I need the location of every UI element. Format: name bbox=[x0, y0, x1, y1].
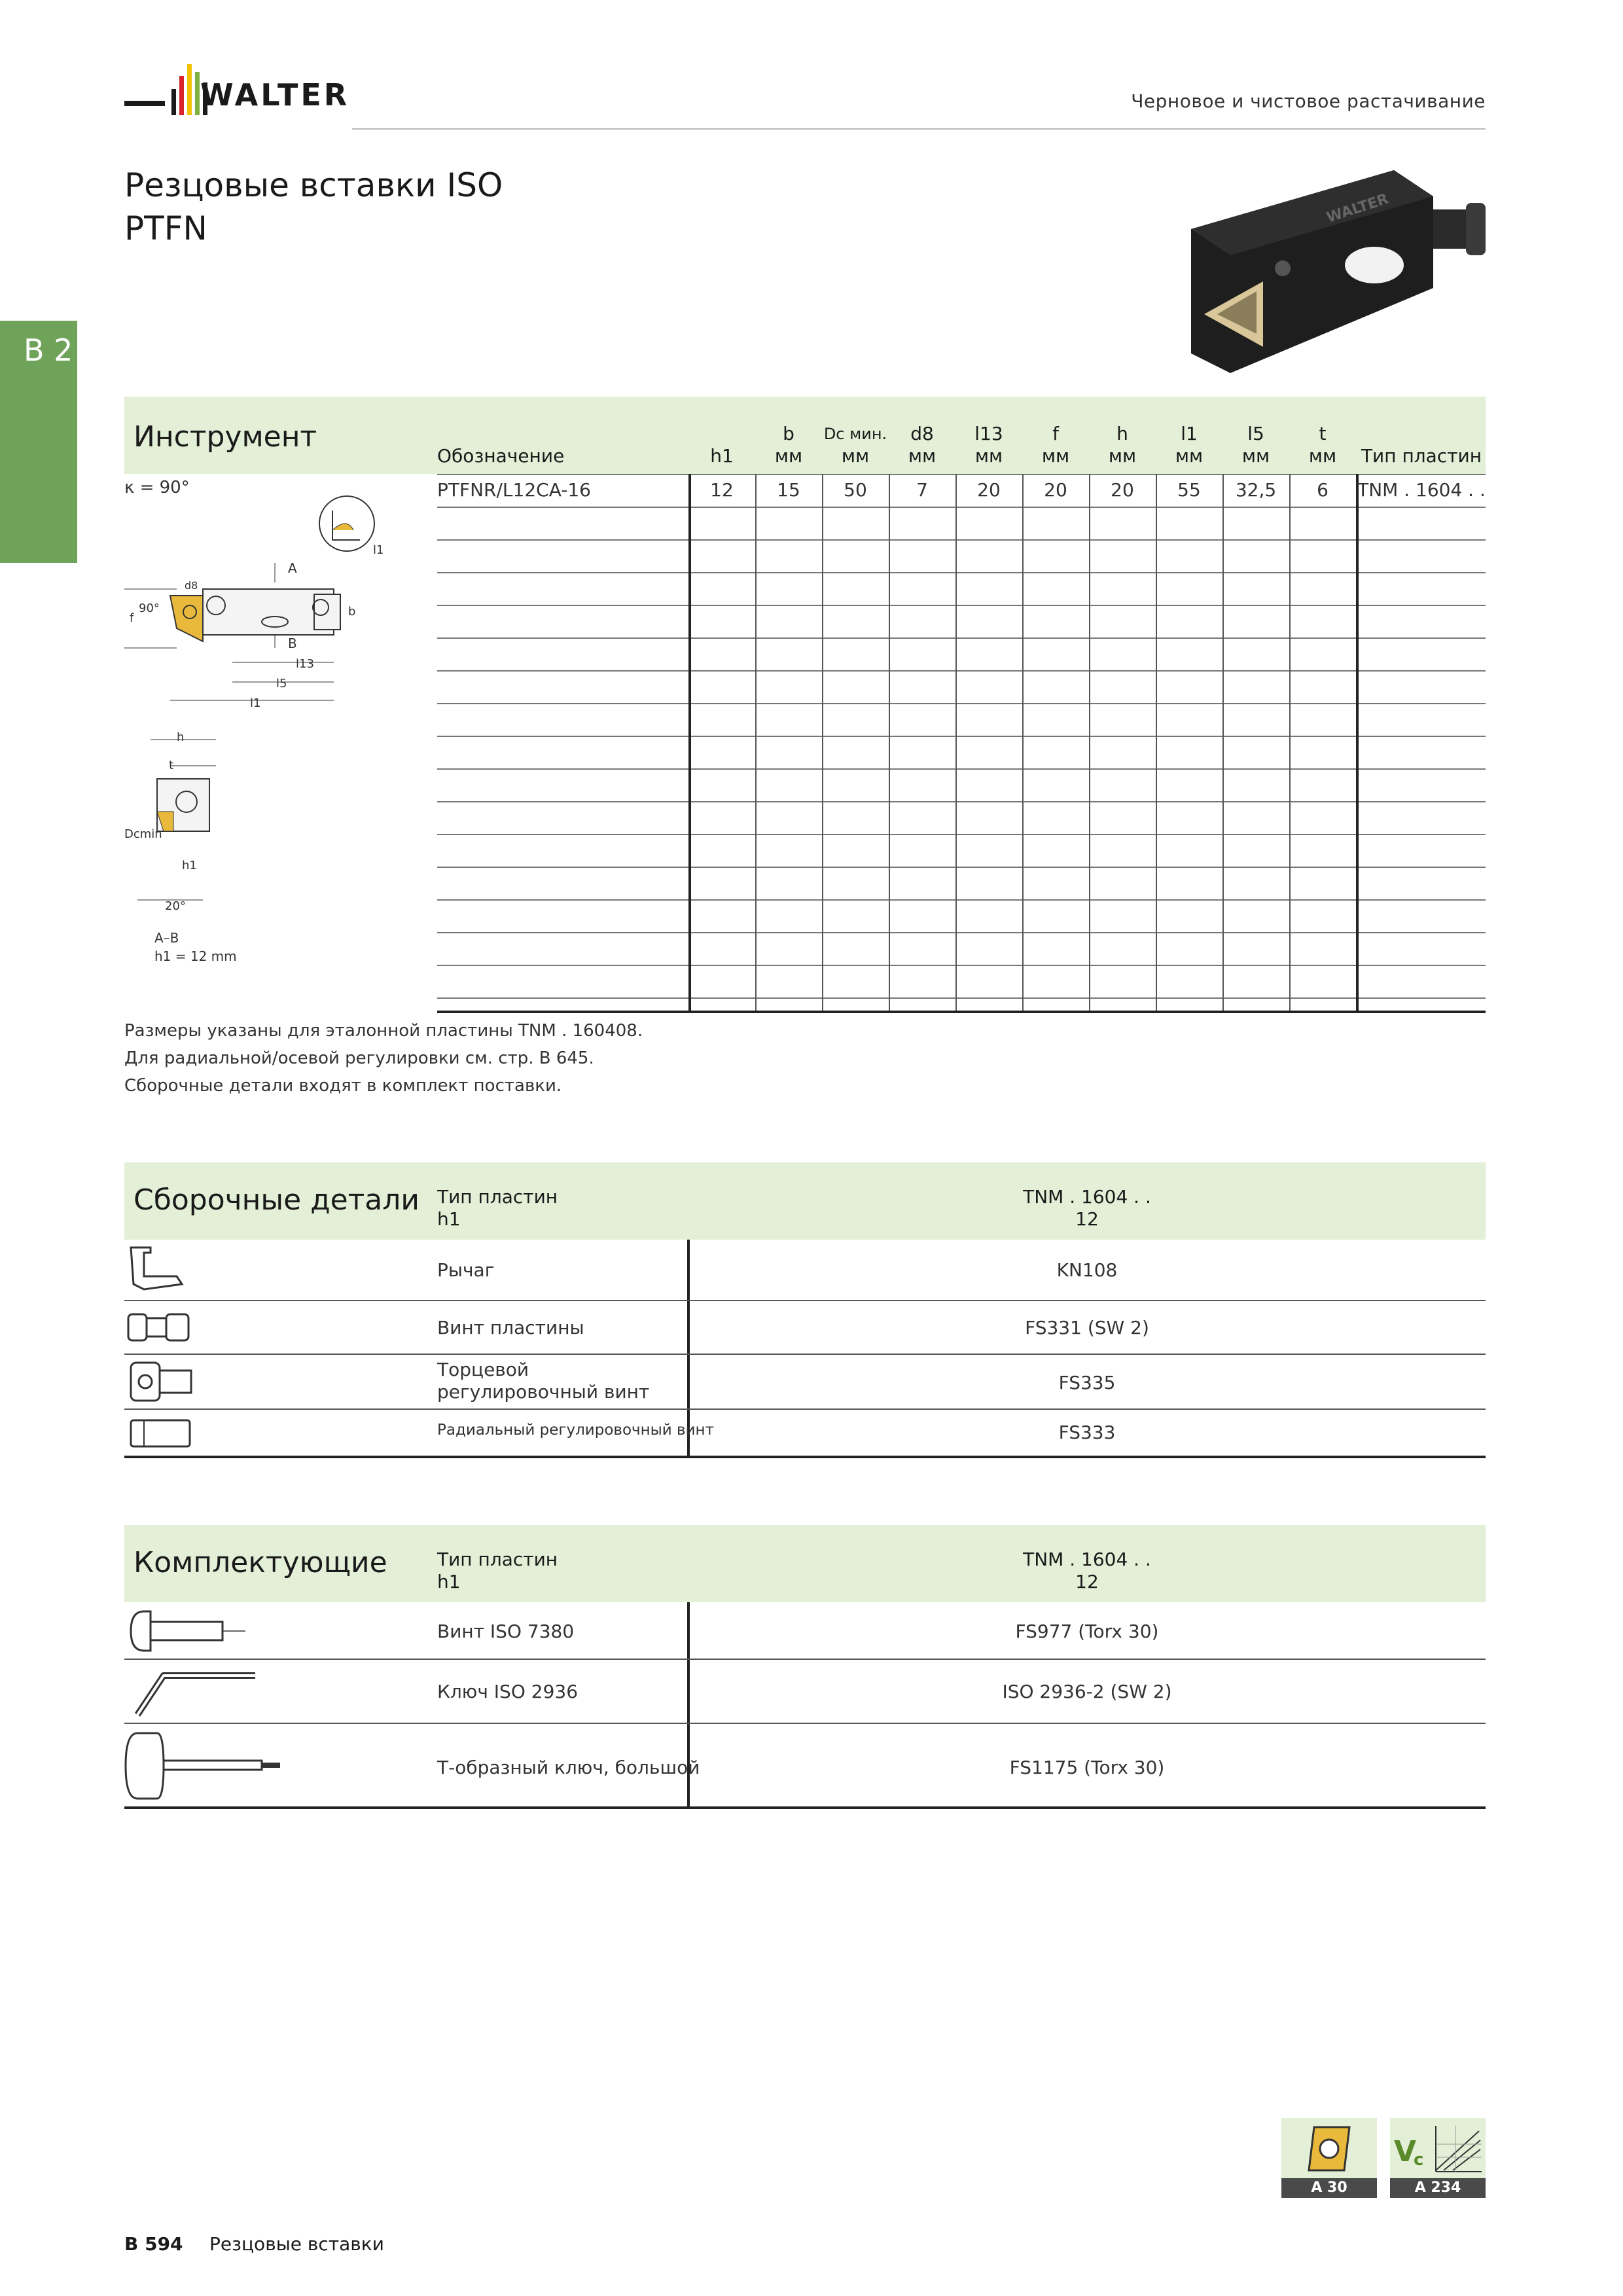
page-title bbox=[124, 164, 503, 250]
col-t-unit: мм bbox=[1308, 445, 1337, 467]
table-row-rule bbox=[437, 637, 1486, 639]
assembly-header-right bbox=[688, 1186, 1486, 1230]
col-l13-unit: мм bbox=[974, 445, 1003, 467]
label-b-section: B bbox=[288, 636, 297, 651]
label-a: A bbox=[288, 560, 297, 576]
label-h1mm: h1 = 12 mm bbox=[154, 948, 237, 964]
face-adjust-screw-icon bbox=[124, 1359, 203, 1405]
logo-line bbox=[124, 101, 165, 106]
col-designation: Обозначение bbox=[437, 445, 565, 467]
assembly-label-insert-screw: Винт пластины bbox=[437, 1317, 584, 1338]
col-h bbox=[1089, 423, 1156, 467]
col-b bbox=[755, 423, 822, 467]
col-l5-unit: мм bbox=[1241, 445, 1270, 467]
col-d8-label: d8 bbox=[910, 423, 934, 444]
col-insert-type: Тип пластин bbox=[1361, 445, 1482, 467]
col-dcmin-unit: мм bbox=[841, 445, 870, 467]
assembly-label-radial-screw: Радиальный регулировочный винт bbox=[437, 1422, 714, 1439]
label-90: 90° bbox=[139, 601, 160, 615]
col-d8-unit: мм bbox=[908, 445, 936, 467]
col-l5-label: l5 bbox=[1247, 423, 1264, 444]
label-bdim: b bbox=[348, 605, 356, 619]
col-l1-label: l1 bbox=[1181, 423, 1198, 444]
table-row-rule bbox=[437, 834, 1486, 835]
label-l1-top: l1 bbox=[373, 543, 384, 557]
table-column-rule bbox=[755, 474, 757, 1011]
assembly-header-left bbox=[437, 1186, 558, 1230]
label-f: f bbox=[130, 611, 134, 625]
accessories-value-screw: FS977 (Torx 30) bbox=[1015, 1621, 1159, 1642]
kappa-angle: κ = 90° bbox=[124, 478, 190, 497]
table-column-rule bbox=[1156, 474, 1157, 1011]
col-h-label: h bbox=[1116, 423, 1128, 444]
assembly-value-lever: KN108 bbox=[1056, 1259, 1118, 1281]
cell-insert-type: TNM . 1604 . . bbox=[1357, 479, 1486, 501]
col-h1-label: h1 bbox=[710, 445, 734, 467]
note-1: Размеры указаны для эталонной пластины TNM . 160408. bbox=[124, 1021, 643, 1041]
cell-l1: 55 bbox=[1177, 479, 1201, 501]
accessories-label-screw: Винт ISO 7380 bbox=[437, 1621, 575, 1642]
label-l13: l13 bbox=[296, 657, 314, 671]
t-key-icon bbox=[124, 1727, 294, 1805]
col-l5 bbox=[1222, 423, 1289, 467]
label-l1: l1 bbox=[250, 696, 261, 710]
cell-d8: 7 bbox=[916, 479, 928, 501]
table-column-rule bbox=[1356, 474, 1359, 1011]
assembly-row-rule bbox=[124, 1300, 1486, 1301]
col-b-label: b bbox=[783, 423, 794, 444]
hex-key-icon bbox=[124, 1662, 268, 1721]
note-2: Для радиальной/осевой регулировки см. стр. B 645. bbox=[124, 1049, 594, 1068]
assembly-header-h1: h1 bbox=[437, 1208, 461, 1230]
table-column-rule bbox=[1089, 474, 1090, 1011]
col-t bbox=[1289, 423, 1356, 467]
accessories-label-t-key: Т-образный ключ, большой bbox=[437, 1757, 700, 1778]
table-row-rule bbox=[437, 965, 1486, 966]
label-d8: d8 bbox=[185, 579, 198, 592]
table-row-rule bbox=[437, 507, 1486, 508]
label-t: t bbox=[169, 759, 174, 772]
section-heading: Черновое и чистовое растачивание bbox=[1131, 90, 1486, 112]
table-row-rule bbox=[437, 605, 1486, 606]
svg-text:c: c bbox=[1414, 2150, 1424, 2170]
lever-icon bbox=[124, 1244, 196, 1296]
table-row-rule bbox=[437, 997, 1486, 999]
footer-icon-vc-label: A 234 bbox=[1390, 2178, 1486, 2198]
assembly-row-rule bbox=[124, 1354, 1486, 1355]
svg-text:WALTER: WALTER bbox=[1325, 190, 1391, 226]
accessories-value-key: ISO 2936-2 (SW 2) bbox=[1002, 1681, 1172, 1702]
col-h-unit: мм bbox=[1108, 445, 1137, 467]
table-row-rule bbox=[437, 703, 1486, 704]
col-h1 bbox=[688, 445, 755, 467]
radial-adjust-screw-icon bbox=[124, 1414, 203, 1453]
label-h: h bbox=[177, 730, 185, 744]
col-l13 bbox=[955, 423, 1022, 467]
cell-designation: PTFNR/L12CA-16 bbox=[437, 479, 591, 501]
header-rule bbox=[352, 128, 1486, 130]
table-row-rule bbox=[437, 768, 1486, 770]
col-f-unit: мм bbox=[1041, 445, 1070, 467]
col-d8 bbox=[889, 423, 955, 467]
table-row-rule bbox=[437, 867, 1486, 868]
accessories-header-insert: TNM . 1604 . . bbox=[1023, 1549, 1151, 1570]
assembly-value-radial-screw: FS333 bbox=[1058, 1422, 1116, 1443]
col-b-unit: мм bbox=[774, 445, 803, 467]
table-row-rule bbox=[437, 899, 1486, 901]
accessories-header-h1: h1 bbox=[437, 1571, 461, 1592]
table-column-rule bbox=[688, 474, 691, 1011]
cell-h1: 12 bbox=[710, 479, 734, 501]
label-l5: l5 bbox=[276, 677, 287, 691]
iso-screw-icon bbox=[124, 1605, 255, 1657]
table-row-rule bbox=[437, 539, 1486, 541]
cell-h: 20 bbox=[1111, 479, 1134, 501]
product-photo bbox=[1178, 157, 1492, 380]
chapter-tab[interactable] bbox=[0, 321, 77, 563]
col-l13-label: l13 bbox=[974, 423, 1003, 444]
vc-chart-icon bbox=[1390, 2118, 1486, 2178]
table-column-rule bbox=[889, 474, 890, 1011]
accessories-header-left bbox=[437, 1549, 558, 1593]
table-column-rule bbox=[955, 474, 957, 1011]
table-row-rule bbox=[437, 736, 1486, 737]
accessories-row-rule bbox=[124, 1659, 1486, 1660]
table-row-rule bbox=[437, 572, 1486, 573]
chapter-tab-label: B 2 bbox=[24, 332, 73, 368]
assembly-bottom-rule bbox=[124, 1456, 1486, 1458]
col-dcmin bbox=[822, 423, 889, 467]
label-section-ab: A–B bbox=[154, 930, 179, 946]
insert-icon bbox=[1281, 2118, 1377, 2178]
accessories-row-rule bbox=[124, 1723, 1486, 1724]
page-number: B 594 bbox=[124, 2233, 183, 2255]
label-dcmin: Dcmin bbox=[124, 827, 162, 841]
assembly-value-insert-screw: FS331 (SW 2) bbox=[1025, 1317, 1149, 1338]
assembly-value-face-screw: FS335 bbox=[1058, 1372, 1116, 1393]
assembly-header-h1val: 12 bbox=[1075, 1208, 1099, 1230]
accessories-header-type: Тип пластин bbox=[437, 1549, 558, 1570]
page-title-line1: Резцовые вставки ISO bbox=[124, 166, 503, 204]
tool-drawing bbox=[124, 491, 412, 975]
assembly-header-type: Тип пластин bbox=[437, 1186, 558, 1208]
accessories-header-right bbox=[688, 1549, 1486, 1593]
table-column-rule bbox=[1289, 474, 1291, 1011]
cell-b: 15 bbox=[777, 479, 800, 501]
cell-l5: 32,5 bbox=[1235, 479, 1277, 501]
cell-t: 6 bbox=[1317, 479, 1329, 501]
accessories-header-h1val: 12 bbox=[1075, 1571, 1099, 1592]
table-row-rule bbox=[437, 474, 1486, 475]
accessories-value-t-key: FS1175 (Torx 30) bbox=[1009, 1757, 1165, 1778]
table-bottom-rule bbox=[437, 1011, 1486, 1013]
table-row-rule bbox=[437, 932, 1486, 933]
col-t-label: t bbox=[1319, 423, 1327, 444]
assembly-label-lever: Рычаг bbox=[437, 1259, 495, 1281]
footer-icon-insert[interactable] bbox=[1281, 2118, 1377, 2198]
note-3: Сборочные детали входят в комплект поставки. bbox=[124, 1076, 562, 1096]
footer-title: Резцовые вставки bbox=[209, 2233, 384, 2255]
col-f bbox=[1022, 423, 1089, 467]
cell-l13: 20 bbox=[977, 479, 1001, 501]
cell-dcmin: 50 bbox=[844, 479, 867, 501]
table-row-rule bbox=[437, 670, 1486, 672]
assembly-label-face-screw: Торцевой регулировочный винт bbox=[437, 1359, 650, 1403]
col-l1-unit: мм bbox=[1175, 445, 1204, 467]
footer-icon-insert-label: A 30 bbox=[1281, 2178, 1377, 2198]
table-column-rule bbox=[1022, 474, 1024, 1011]
page-title-line2: PTFN bbox=[124, 209, 207, 247]
table-column-rule bbox=[822, 474, 823, 1011]
col-l1 bbox=[1156, 423, 1222, 467]
assembly-header-insert: TNM . 1604 . . bbox=[1023, 1186, 1151, 1208]
insert-screw-icon bbox=[124, 1308, 196, 1347]
table-column-rule bbox=[1222, 474, 1224, 1011]
tool-section-title: Инструмент bbox=[134, 420, 317, 454]
table-row-rule bbox=[437, 801, 1486, 802]
accessories-label-key: Ключ ISO 2936 bbox=[437, 1681, 579, 1702]
cell-f: 20 bbox=[1044, 479, 1067, 501]
accessories-section-title: Комплектующие bbox=[134, 1546, 387, 1579]
svg-text:V: V bbox=[1394, 2135, 1417, 2168]
walter-logo bbox=[124, 63, 399, 115]
col-f-label: f bbox=[1052, 423, 1059, 444]
label-20: 20° bbox=[165, 899, 186, 913]
label-h1: h1 bbox=[182, 859, 197, 872]
accessories-bottom-rule bbox=[124, 1806, 1486, 1809]
col-dcmin-label: Dc мин. bbox=[823, 425, 887, 443]
footer-icon-vc[interactable] bbox=[1390, 2118, 1486, 2198]
assembly-section-title: Сборочные детали bbox=[134, 1183, 419, 1217]
brand-name: WALTER bbox=[200, 77, 350, 113]
assembly-row-rule bbox=[124, 1408, 1486, 1410]
